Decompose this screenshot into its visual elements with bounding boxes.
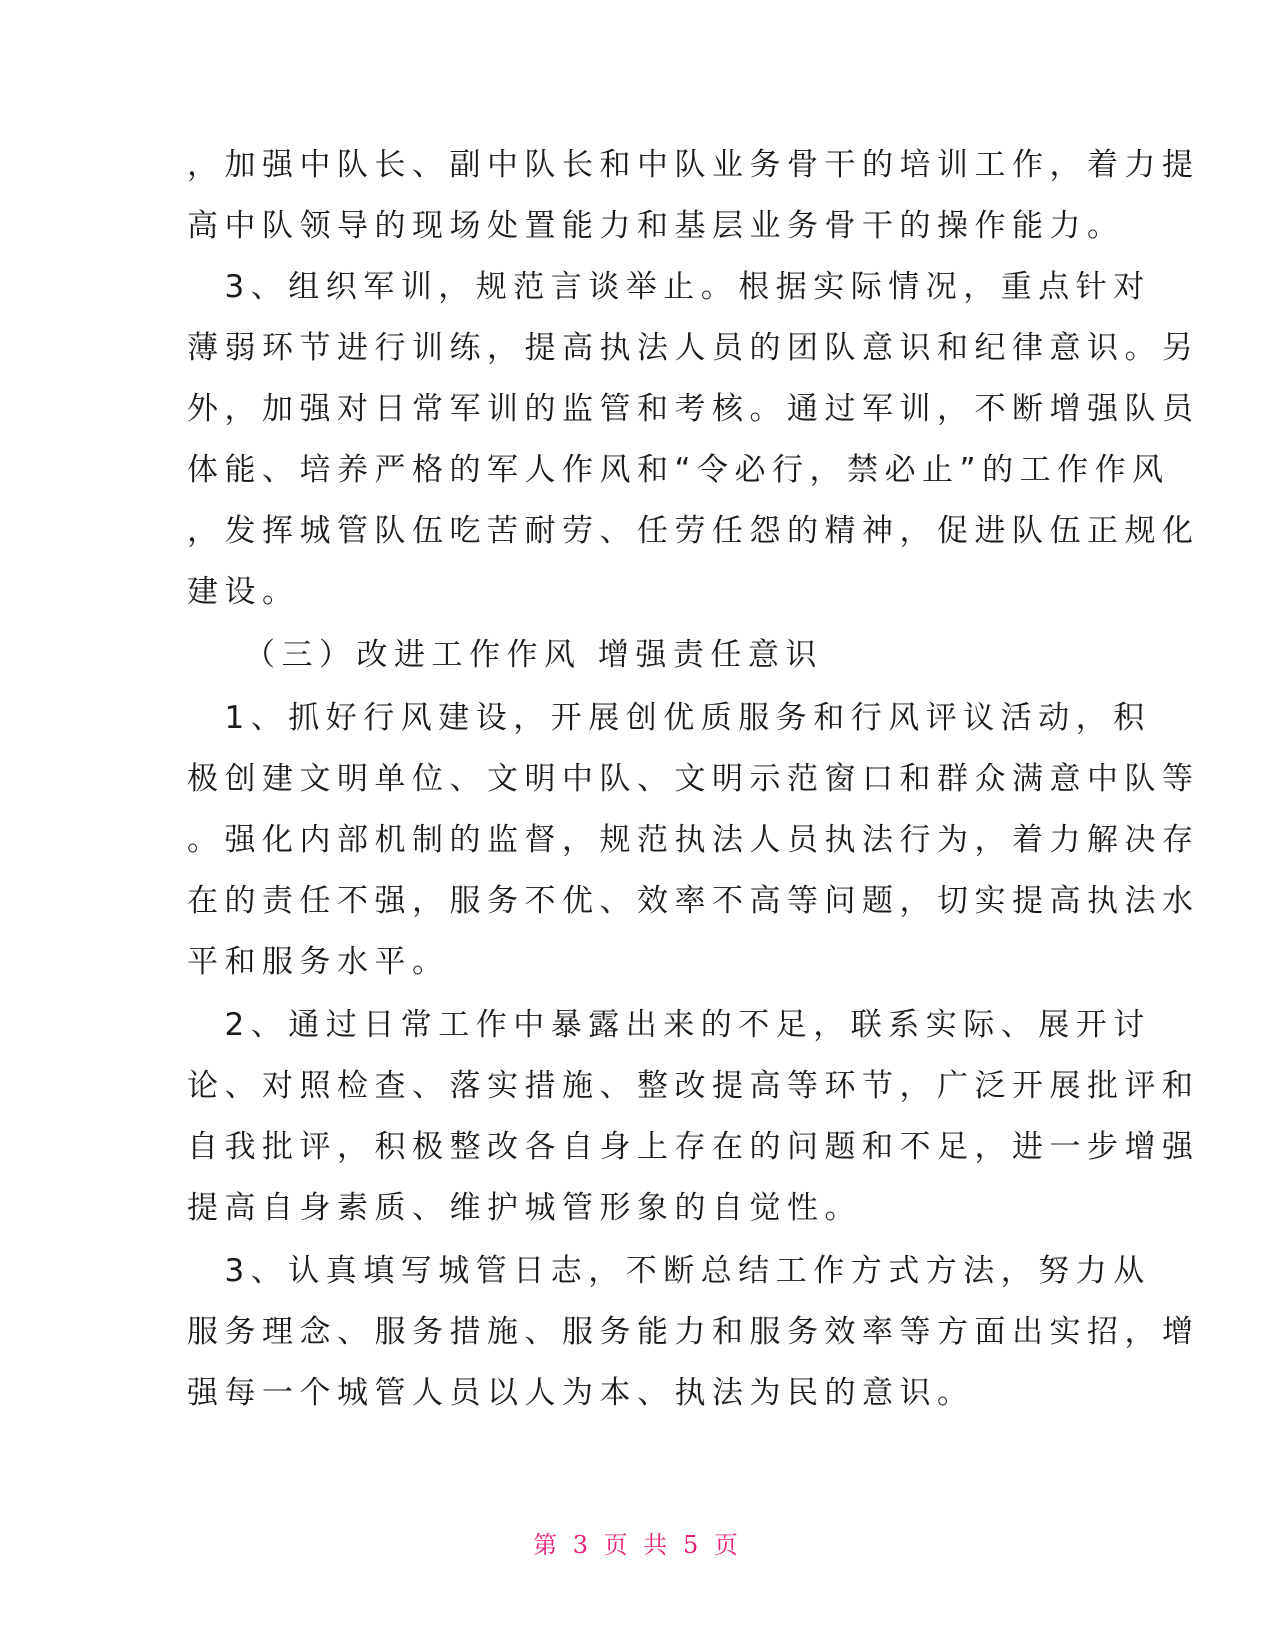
text-line: ，加强中队长、副中队长和中队业务骨干的培训工作，着力提 xyxy=(187,147,1200,183)
text-line: 体能、培养严格的军人作风和“令必行，禁必止”的工作作风 xyxy=(187,452,1170,488)
text-line: 提高自身素质、维护城管形象的自觉性。 xyxy=(187,1190,862,1226)
text-line: 薄弱环节进行训练，提高执法人员的团队意识和纪律意识。另 xyxy=(187,330,1200,366)
text-line: 建设。 xyxy=(187,574,300,610)
text-line: 3、组织军训，规范言谈举止。根据实际情况，重点针对 xyxy=(187,269,1151,305)
text-line: 论、对照检查、落实措施、整改提高等环节，广泛开展批评和 xyxy=(187,1068,1200,1104)
text-line: 1、抓好行风建设，开展创优质服务和行风评议活动，积 xyxy=(187,700,1151,736)
text-line: 外，加强对日常军训的监管和考核。通过军训，不断增强队员 xyxy=(187,391,1200,427)
text-line: 3、认真填写城管日志，不断总结工作方式方法，努力从 xyxy=(187,1253,1151,1289)
text-line: 。强化内部机制的监督，规范执法人员执法行为，着力解决存 xyxy=(187,822,1200,858)
page-number: 第 3 页 共 5 页 xyxy=(533,1531,742,1559)
text-line: 强每一个城管人员以人为本、执法为民的意识。 xyxy=(187,1375,975,1411)
text-line: 在的责任不强，服务不优、效率不高等问题，切实提高执法水 xyxy=(187,883,1200,919)
text-line: 2、通过日常工作中暴露出来的不足，联系实际、展开讨 xyxy=(187,1007,1151,1043)
section-heading: （三）改进工作作风 增强责任意识 xyxy=(244,637,823,673)
text-line: ，发挥城管队伍吃苦耐劳、任劳任怨的精神，促进队伍正规化 xyxy=(187,513,1200,549)
text-line: 服务理念、服务措施、服务能力和服务效率等方面出实招，增 xyxy=(187,1314,1200,1350)
text-line: 平和服务水平。 xyxy=(187,944,450,980)
text-line: 自我批评，积极整改各自身上存在的问题和不足，进一步增强 xyxy=(187,1129,1200,1165)
text-line: 高中队领导的现场处置能力和基层业务骨干的操作能力。 xyxy=(187,208,1125,244)
text-line: 极创建文明单位、文明中队、文明示范窗口和群众满意中队等 xyxy=(187,761,1200,797)
